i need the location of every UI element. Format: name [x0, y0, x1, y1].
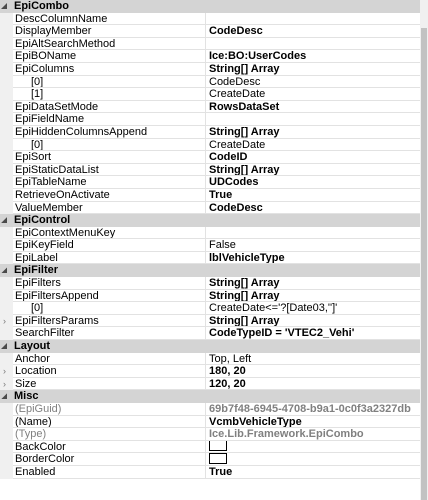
category-label: EpiCombo [14, 0, 69, 12]
chevron-right-icon[interactable]: › [3, 378, 6, 389]
property-row-epifieldname[interactable] [0, 113, 420, 126]
property-name: EpiFieldName [13, 113, 206, 126]
category-label: Misc [14, 390, 39, 403]
property-value[interactable]: String[] Array [206, 126, 420, 139]
collapse-triangle-icon[interactable] [1, 3, 7, 9]
property-value[interactable]: True [206, 466, 420, 479]
property-row-epifilters[interactable] [0, 277, 420, 290]
property-name: EpiBOName [13, 50, 206, 63]
category-header-misc[interactable] [0, 390, 420, 403]
row-gutter [0, 353, 13, 366]
row-gutter [0, 202, 13, 215]
category-header-epifilter[interactable] [0, 264, 420, 277]
property-name: (Type) [13, 428, 206, 441]
row-gutter [0, 315, 13, 328]
property-value[interactable]: CodeID [206, 151, 420, 164]
property-name: RetrieveOnActivate [13, 189, 206, 202]
property-name: SearchFilter [13, 327, 206, 340]
scrollbar-thumb[interactable] [421, 28, 427, 500]
row-gutter [0, 176, 13, 189]
row-gutter [0, 139, 13, 152]
property-name: EpiStaticDataList [13, 164, 206, 177]
property-name: EpiSort [13, 151, 206, 164]
row-gutter [0, 453, 13, 466]
property-value[interactable]: String[] Array [206, 63, 420, 76]
property-name: EpiFilters [13, 277, 206, 290]
row-gutter [0, 403, 13, 416]
row-gutter [0, 277, 13, 290]
property-row-epistaticdatalist[interactable] [0, 164, 420, 177]
property-value[interactable]: CreateDate [206, 139, 420, 152]
row-gutter [0, 101, 13, 114]
property-row-location[interactable] [0, 365, 420, 378]
collapse-triangle-icon[interactable] [1, 217, 7, 223]
property-name: EpiHiddenColumnsAppend [13, 126, 206, 139]
property-value[interactable]: CodeDesc [206, 76, 420, 89]
property-row-valuemember[interactable] [0, 202, 420, 215]
property-row-bordercolor[interactable] [0, 453, 420, 466]
property-value[interactable] [206, 13, 420, 26]
property-value[interactable] [206, 38, 420, 51]
property-row-name[interactable] [0, 416, 420, 429]
property-name: [0] [13, 139, 206, 152]
property-row-desccolumnname[interactable] [0, 13, 420, 26]
property-name: [0] [13, 302, 206, 315]
row-gutter [0, 76, 13, 89]
property-value[interactable]: CreateDate<='?[Date03,'']' [206, 302, 420, 315]
property-row-epikeyfield[interactable] [0, 239, 420, 252]
property-value[interactable]: True [206, 189, 420, 202]
property-row-epitablename[interactable] [0, 176, 420, 189]
property-name: EpiDataSetMode [13, 101, 206, 114]
property-value[interactable]: 180, 20 [206, 365, 420, 378]
vertical-scrollbar[interactable] [420, 0, 428, 500]
property-row-epilabel[interactable] [0, 252, 420, 265]
property-value[interactable]: UDCodes [206, 176, 420, 189]
row-gutter [0, 126, 13, 139]
property-row-retrieveonactivate[interactable] [0, 189, 420, 202]
property-row-epicolumns[interactable] [0, 63, 420, 76]
color-swatch[interactable] [209, 453, 227, 464]
property-value[interactable]: String[] Array [206, 290, 420, 303]
property-value[interactable] [206, 113, 420, 126]
row-gutter [0, 239, 13, 252]
property-value[interactable]: CodeDesc [206, 202, 420, 215]
property-row-epifiltersparams[interactable] [0, 315, 420, 328]
property-row-enabled[interactable] [0, 466, 420, 479]
category-header-epicontrol[interactable] [0, 214, 420, 227]
property-value[interactable]: CodeDesc [206, 25, 420, 38]
property-value[interactable] [206, 453, 420, 466]
collapse-triangle-icon[interactable] [1, 267, 7, 273]
property-name: EpiColumns [13, 63, 206, 76]
property-row-epiboname[interactable] [0, 50, 420, 63]
row-gutter [0, 466, 13, 479]
color-swatch[interactable] [209, 441, 227, 452]
property-row-epialtsearchmethod[interactable] [0, 38, 420, 51]
property-row-type[interactable] [0, 428, 420, 441]
row-gutter [0, 151, 13, 164]
property-name: [0] [13, 76, 206, 89]
property-name: EpiKeyField [13, 239, 206, 252]
property-row-1[interactable] [0, 88, 420, 101]
property-value[interactable] [206, 441, 420, 454]
property-value[interactable]: CodeTypeID = 'VTEC2_Vehi' [206, 327, 420, 340]
property-name: Size [13, 378, 206, 391]
property-row-epihiddencolumnsappend[interactable] [0, 126, 420, 139]
row-gutter [0, 252, 13, 265]
property-row-0[interactable] [0, 76, 420, 89]
property-value[interactable]: String[] Array [206, 277, 420, 290]
property-name: DisplayMember [13, 25, 206, 38]
property-value[interactable]: 120, 20 [206, 378, 420, 391]
row-gutter [0, 50, 13, 63]
property-row-0[interactable] [0, 302, 420, 315]
property-value[interactable]: Top, Left [206, 353, 420, 366]
row-gutter [0, 302, 13, 315]
row-gutter [0, 113, 13, 126]
chevron-right-icon[interactable]: › [3, 366, 6, 377]
row-gutter [0, 378, 13, 391]
property-value[interactable]: RowsDataSet [206, 101, 420, 114]
row-gutter [0, 189, 13, 202]
row-gutter [0, 25, 13, 38]
property-name: ValueMember [13, 202, 206, 215]
property-name: BackColor [13, 441, 206, 454]
row-gutter [0, 290, 13, 303]
property-name: EpiAltSearchMethod [13, 38, 206, 51]
property-name: EpiTableName [13, 176, 206, 189]
row-gutter [0, 63, 13, 76]
property-name: DescColumnName [13, 13, 206, 26]
row-gutter [0, 327, 13, 340]
category-label: EpiFilter [14, 264, 59, 277]
property-value[interactable]: VcmbVehicleType [206, 416, 420, 429]
row-gutter [0, 365, 13, 378]
property-name: EpiLabel [13, 252, 206, 265]
property-row-epicontextmenukey[interactable] [0, 227, 420, 240]
property-row-size[interactable] [0, 378, 420, 391]
property-row-backcolor[interactable] [0, 441, 420, 454]
property-name: EpiFiltersParams [13, 315, 206, 328]
property-row-anchor[interactable] [0, 353, 420, 366]
property-name: Enabled [13, 466, 206, 479]
property-row-searchfilter[interactable] [0, 327, 420, 340]
property-value[interactable]: CreateDate [206, 88, 420, 101]
category-label: EpiControl [14, 214, 71, 227]
property-value[interactable]: String[] Array [206, 315, 420, 328]
row-gutter [0, 428, 13, 441]
row-gutter [0, 416, 13, 429]
property-value[interactable]: lblVehicleType [206, 252, 420, 265]
category-header-layout[interactable] [0, 340, 420, 353]
property-name: EpiContextMenuKey [13, 227, 206, 240]
property-name: [1] [13, 88, 206, 101]
collapse-triangle-icon[interactable] [1, 343, 7, 349]
row-gutter [0, 164, 13, 177]
row-gutter [0, 441, 13, 454]
property-row-epidatasetmode[interactable] [0, 101, 420, 114]
category-label: Layout [14, 340, 51, 353]
property-value[interactable]: 69b7f48-6945-4708-b9a1-0c0f3a2327db [206, 403, 420, 416]
property-row-episort[interactable] [0, 151, 420, 164]
property-row-displaymember[interactable] [0, 25, 420, 38]
property-row-epiguid[interactable] [0, 403, 420, 416]
row-gutter [0, 88, 13, 101]
property-name: (Name) [13, 416, 206, 429]
property-value[interactable]: String[] Array [206, 164, 420, 177]
property-row-epifiltersappend[interactable] [0, 290, 420, 303]
property-value[interactable]: False [206, 239, 420, 252]
row-gutter [0, 38, 13, 51]
row-gutter [0, 227, 13, 240]
collapse-triangle-icon[interactable] [1, 393, 7, 399]
property-value[interactable] [206, 227, 420, 240]
property-name: BorderColor [13, 453, 206, 466]
property-name: EpiFiltersAppend [13, 290, 206, 303]
property-value[interactable]: Ice.Lib.Framework.EpiCombo [206, 428, 420, 441]
category-header-epicombo[interactable] [0, 0, 420, 13]
row-gutter [0, 13, 13, 26]
property-name: Anchor [13, 353, 206, 366]
property-name: Location [13, 365, 206, 378]
property-name: (EpiGuid) [13, 403, 206, 416]
property-value[interactable]: Ice:BO:UserCodes [206, 50, 420, 63]
property-row-0[interactable] [0, 139, 420, 152]
chevron-right-icon[interactable]: › [3, 315, 6, 326]
